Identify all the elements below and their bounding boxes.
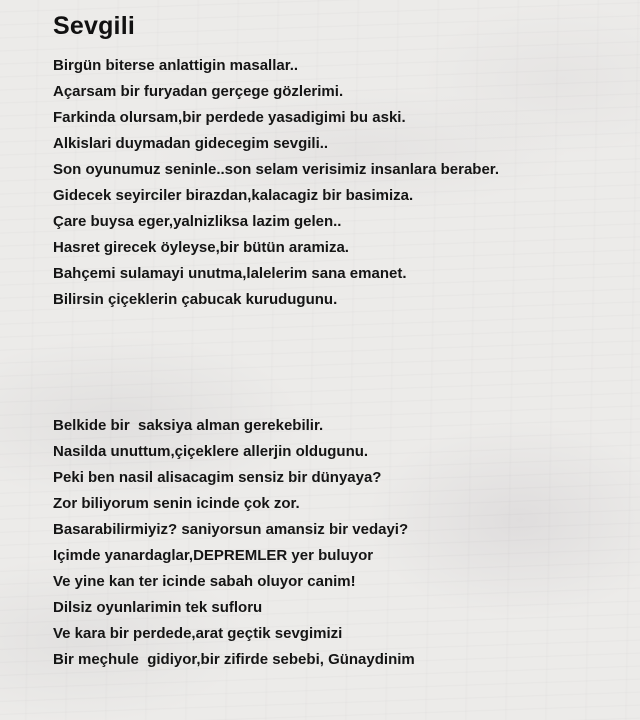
poem-line: Dilsiz oyunlarimin tek sufloru [53, 599, 263, 616]
poem-line: Çare buysa eger,yalnizliksa lazim gelen.. [53, 213, 342, 230]
poem-line: Hasret girecek öyleyse,bir bütün aramiza. [53, 239, 349, 256]
poem-line: Zor biliyorum senin icinde çok zor. [53, 495, 300, 512]
poem-line: Basarabilirmiyiz? saniyorsun amansiz bir vedayi? [53, 521, 409, 538]
poem-line: Son oyunumuz seninle..son selam verisimiz insanlara beraber. [53, 161, 499, 178]
poem-line: Açarsam bir furyadan gerçege gözlerimi. [53, 83, 344, 100]
poem-line: Farkinda olursam,bir perdede yasadigimi bu aski. [53, 109, 406, 126]
poem-line: Bir meçhule gidiyor,bir zifirde sebebi, Günaydinim [53, 651, 415, 668]
poem-line: Alkislari duymadan gidecegim sevgili.. [53, 135, 329, 152]
poem-line: Içimde yanardaglar,DEPREMLER yer buluyor [53, 547, 374, 564]
poem-line: Belkide bir saksiya alman gerekebilir. [53, 417, 324, 434]
poem-line: Bahçemi sulamayi unutma,lalelerim sana emanet. [53, 265, 407, 282]
poem-line: Birgün biterse anlattigin masallar.. [53, 57, 299, 74]
poem-line: Ve yine kan ter icinde sabah oluyor canim! [53, 573, 356, 590]
poem-line: Ve kara bir perdede,arat geçtik sevgimizi [53, 625, 343, 642]
stanza-1 [53, 53, 499, 313]
poem-line: Gidecek seyirciler birazdan,kalacagiz bir basimiza. [53, 187, 414, 204]
poem-line: Peki ben nasil alisacagim sensiz bir dünyaya? [53, 469, 382, 486]
stanza-2 [53, 413, 415, 673]
poem-title: Sevgili [53, 12, 135, 40]
poem-line: Nasilda unuttum,çiçeklere allerjin oldugunu. [53, 443, 369, 460]
poem-line: Bilirsin çiçeklerin çabucak kurudugunu. [53, 291, 338, 308]
